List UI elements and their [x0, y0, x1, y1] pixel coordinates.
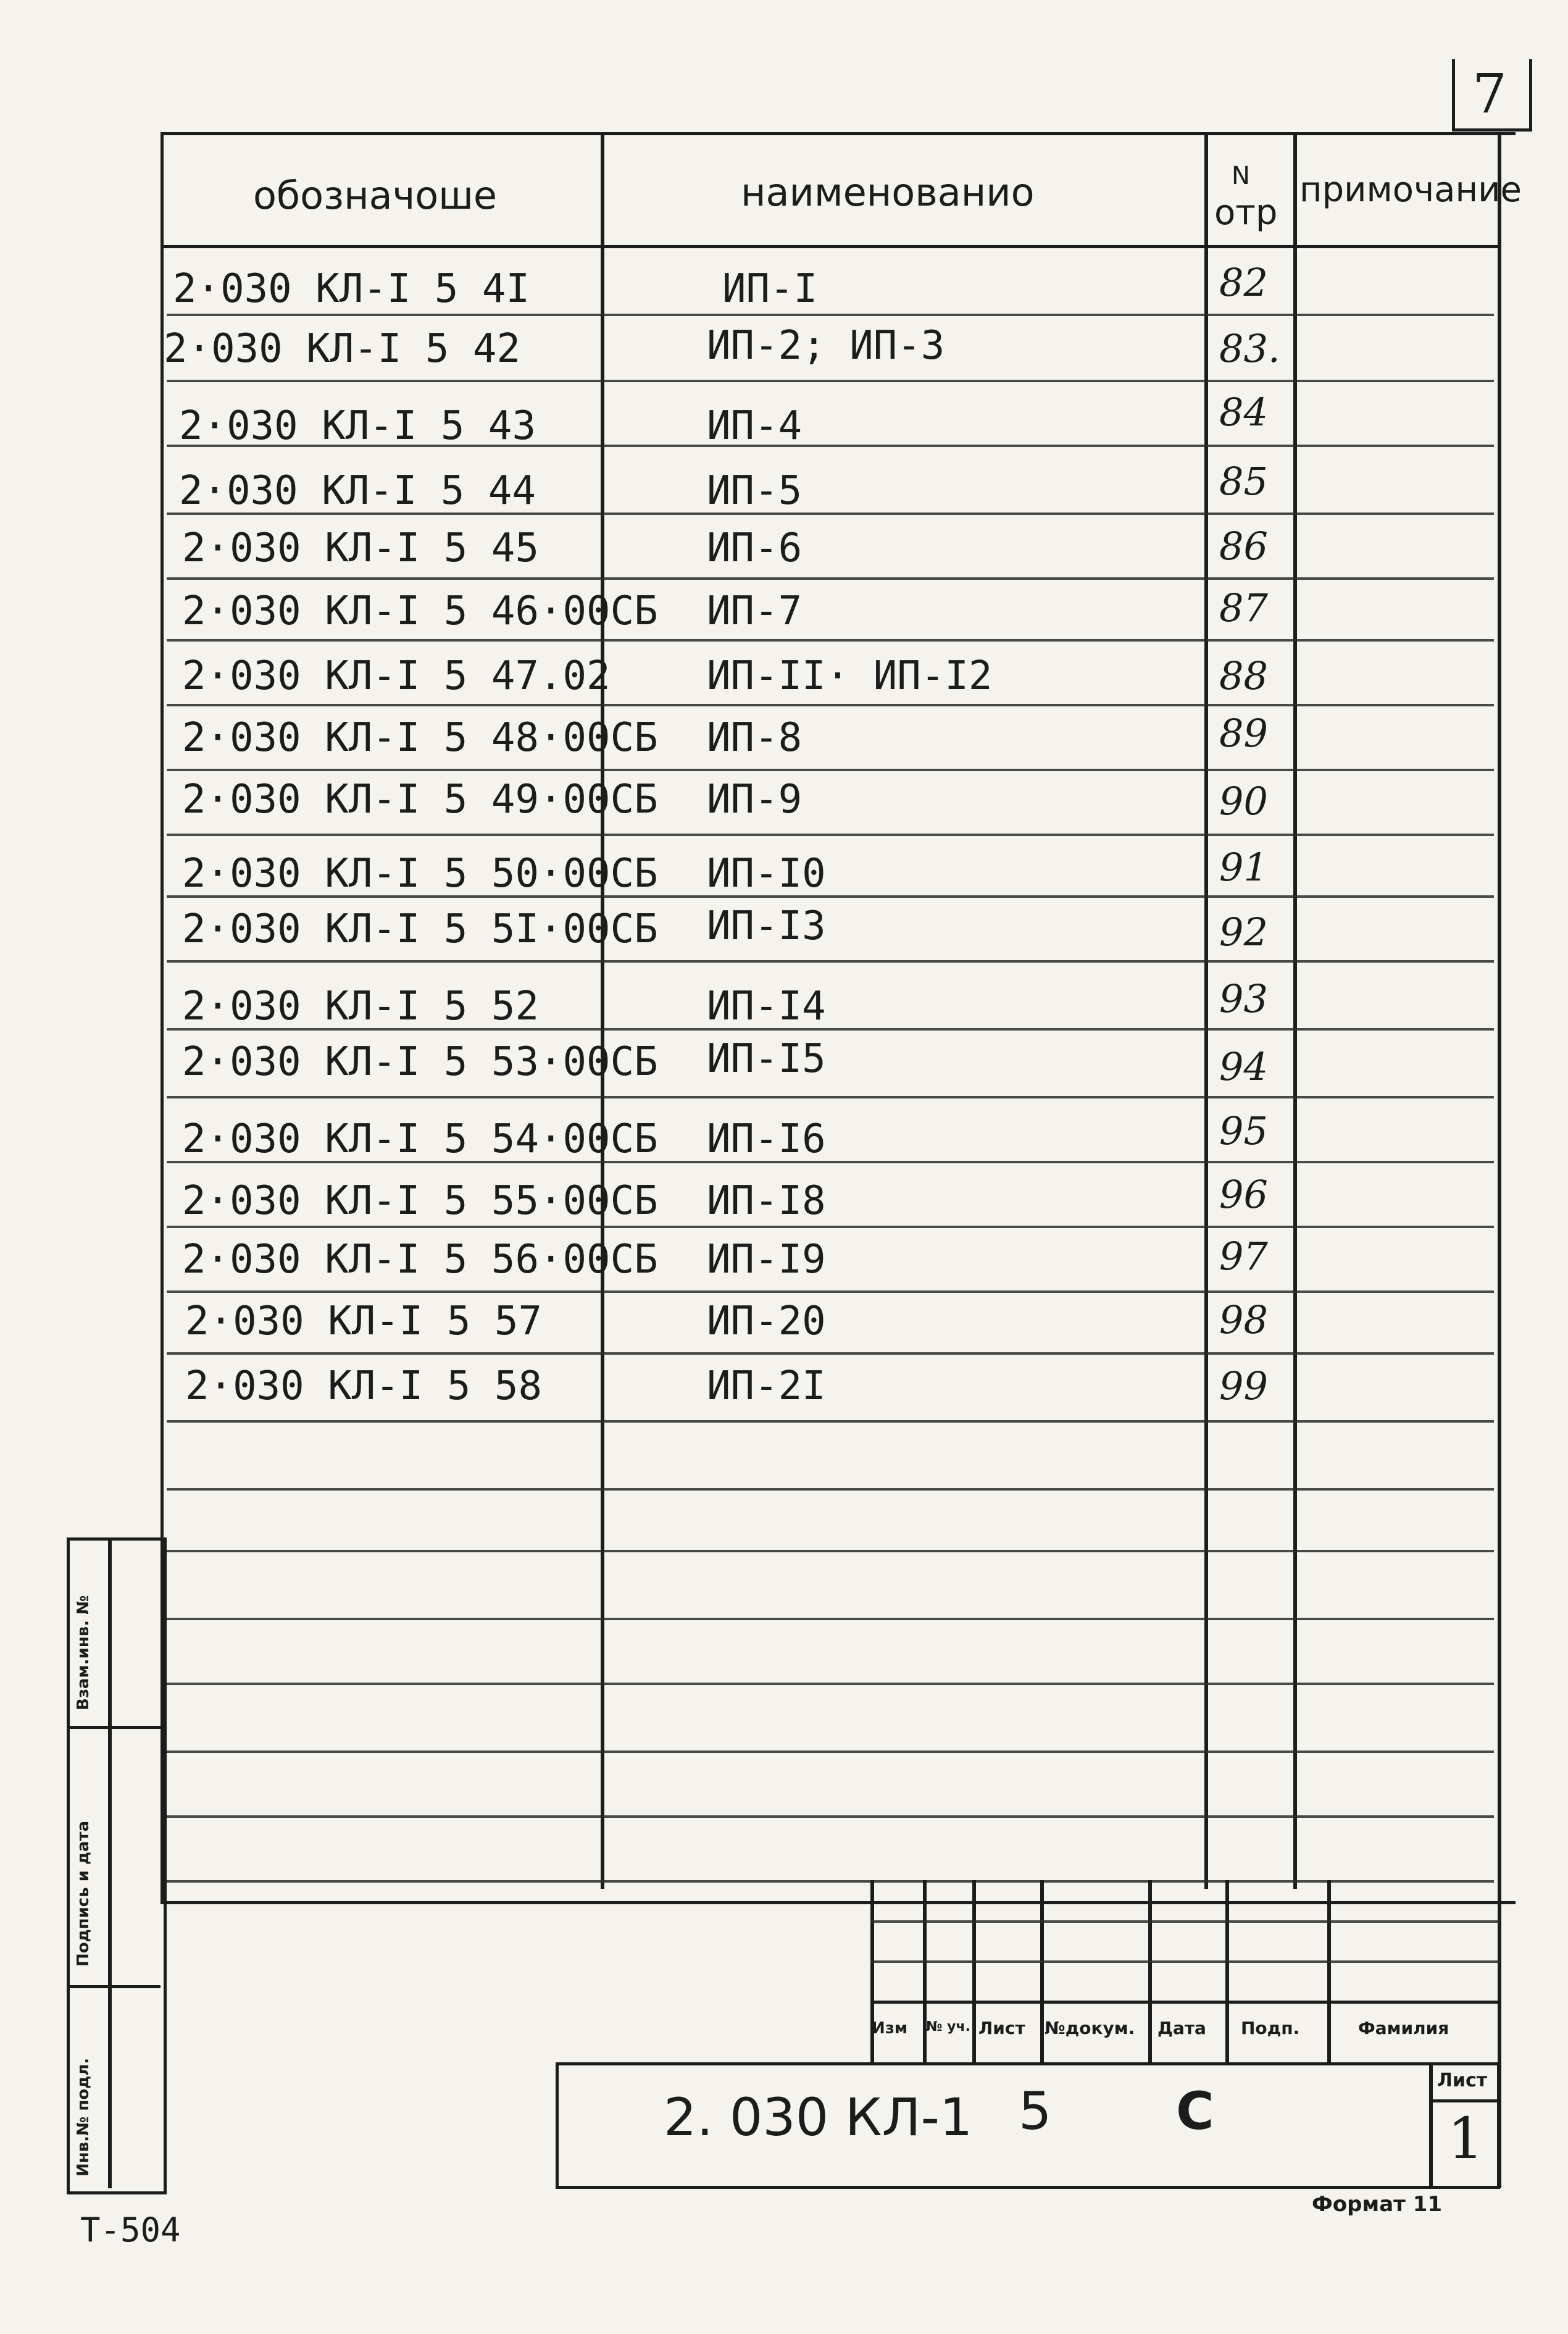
row-line	[167, 1880, 1494, 1883]
stamp-label-list: Лист	[978, 2018, 1025, 2038]
row-page: 97	[1219, 1234, 1268, 1279]
row-designation: 2·030 КЛ-I 5 47.02	[182, 653, 611, 699]
stamp-hline	[870, 1920, 1500, 1923]
stamp-vline	[1327, 1880, 1331, 2065]
side-stamp-vline	[108, 1537, 112, 2188]
row-page: 94	[1219, 1044, 1268, 1089]
row-line	[167, 577, 1494, 580]
header-page-bottom: отр	[1214, 193, 1278, 233]
row-page: 83.	[1219, 326, 1280, 371]
stamp-vline	[972, 1880, 976, 2065]
row-line	[167, 1683, 1494, 1685]
row-page: 82	[1219, 260, 1268, 305]
stamp-label-izm: Изм	[872, 2019, 908, 2038]
row-designation: 2·030 КЛ-I 5 46·00СБ	[182, 588, 658, 634]
row-name: ИП-8	[707, 715, 803, 761]
stamp-vline	[1148, 1880, 1152, 2065]
row-line	[167, 769, 1494, 771]
sheet-box-vline	[1429, 2062, 1433, 2189]
stamp-hline	[870, 1960, 1500, 1963]
row-name: ИП-I9	[707, 1237, 826, 1282]
stamp-label-date: Дата	[1157, 2018, 1206, 2038]
side-label-bottom: Инв.№ подл.	[74, 2057, 93, 2177]
row-page: 90	[1219, 779, 1268, 824]
row-page: 91	[1219, 845, 1268, 890]
row-name: ИП-II· ИП-I2	[707, 653, 993, 699]
row-name: ИП-7	[707, 588, 803, 634]
doc-type: С	[1176, 2081, 1214, 2141]
row-page: 92	[1219, 910, 1268, 955]
row-designation: 2·030 КЛ-I 5 58	[185, 1363, 542, 1409]
row-designation: 2·030 КЛ-I 5 57	[185, 1299, 542, 1344]
side-stamp-divider	[67, 1985, 161, 1988]
row-name: ИП-2I	[707, 1363, 826, 1409]
row-name: ИП-I3	[707, 903, 826, 949]
stamp-label-uch: № уч.	[926, 2019, 970, 2035]
row-line	[167, 1226, 1494, 1228]
row-designation: 2·030 КЛ-I 5 43	[179, 403, 536, 449]
doc-part: 5	[1019, 2081, 1052, 2141]
row-name: ИП-2; ИП-3	[707, 323, 945, 369]
row-name: ИП-6	[707, 525, 803, 571]
row-line	[167, 1815, 1494, 1818]
row-name: ИП-I8	[707, 1178, 826, 1224]
side-stamp-divider	[67, 1726, 161, 1729]
doc-code: 2. 030 КЛ-1	[664, 2087, 973, 2148]
row-line	[167, 1618, 1494, 1620]
row-page: 99	[1219, 1363, 1268, 1408]
row-name: ИП-5	[707, 468, 803, 514]
row-page: 96	[1219, 1172, 1268, 1217]
side-label-middle: Подпись и дата	[74, 1820, 93, 1967]
column-divider-3	[1293, 132, 1297, 1889]
row-line	[167, 1488, 1494, 1491]
row-designation: 2·030 КЛ-I 5 50·00СБ	[182, 851, 658, 897]
row-name: ИП-20	[707, 1299, 826, 1344]
side-label-top: Взам.инв. №	[74, 1595, 93, 1710]
row-line	[167, 639, 1494, 642]
row-page: 85	[1219, 459, 1268, 504]
row-page: 95	[1219, 1108, 1268, 1153]
sheet-code: Т-504	[80, 2211, 181, 2249]
row-designation: 2·030 КЛ-I 5 48·00СБ	[182, 715, 658, 761]
row-line	[167, 314, 1494, 316]
row-line	[167, 1420, 1494, 1423]
stamp-hline	[870, 2001, 1500, 2004]
row-name: ИП-I0	[707, 851, 826, 897]
row-designation: 2·030 КЛ-I 5 54·00СБ	[182, 1116, 658, 1162]
sheet-number: 1	[1448, 2106, 1484, 2172]
header-designation: обозначоше	[253, 173, 498, 218]
row-name: ИП-I	[722, 266, 818, 312]
row-line	[167, 380, 1494, 382]
row-page: 93	[1219, 976, 1268, 1021]
row-designation: 2·030 КЛ-I 5 42	[164, 326, 520, 372]
row-line	[167, 1750, 1494, 1753]
row-name: ИП-I6	[707, 1116, 826, 1162]
stamp-label-ndoc: №докум.	[1045, 2018, 1135, 2038]
page-number: 7	[1472, 62, 1507, 125]
row-designation: 2·030 КЛ-I 5 49·00СБ	[182, 777, 658, 822]
header-name: наименованио	[741, 170, 1035, 215]
stamp-vline	[923, 1880, 927, 2065]
right-border	[1498, 132, 1501, 2188]
header-note: примочание	[1299, 170, 1522, 210]
row-designation: 2·030 КЛ-I 5 5I·00СБ	[182, 906, 658, 952]
row-line	[167, 1096, 1494, 1098]
column-divider-2	[1204, 132, 1208, 1889]
row-designation: 2·030 КЛ-I 5 4I	[173, 266, 530, 312]
header-divider	[161, 245, 1500, 248]
row-page: 87	[1219, 585, 1268, 630]
column-divider-1	[601, 132, 604, 1889]
row-line	[167, 1352, 1494, 1355]
stamp-vline	[870, 1880, 874, 2065]
row-name: ИП-9	[707, 777, 803, 822]
row-page: 89	[1219, 711, 1268, 756]
stamp-vline	[1225, 1880, 1229, 2065]
row-designation: 2·030 КЛ-I 5 45	[182, 525, 539, 571]
row-line	[167, 960, 1494, 963]
row-designation: 2·030 КЛ-I 5 44	[179, 468, 536, 514]
row-name: ИП-I4	[707, 984, 826, 1029]
row-designation: 2·030 КЛ-I 5 53·00СБ	[182, 1039, 658, 1085]
row-designation: 2·030 КЛ-I 5 52	[182, 984, 539, 1029]
row-line	[167, 834, 1494, 836]
stamp-label-sign: Подп.	[1241, 2018, 1300, 2038]
sheet-label: Лист	[1437, 2070, 1488, 2091]
format-label: Формат 11	[1312, 2192, 1443, 2217]
stamp-vline	[1040, 1880, 1044, 2065]
stamp-label-surname: Фамилия	[1358, 2018, 1449, 2038]
row-line	[167, 1290, 1494, 1293]
header-page-top: N	[1232, 162, 1250, 190]
row-page: 98	[1219, 1297, 1268, 1342]
row-page: 88	[1219, 653, 1268, 698]
row-line	[167, 704, 1494, 706]
sheet-box-hline	[1429, 2099, 1500, 2102]
row-designation: 2·030 КЛ-I 5 55·00СБ	[182, 1178, 658, 1224]
row-page: 84	[1219, 390, 1268, 435]
row-designation: 2·030 КЛ-I 5 56·00СБ	[182, 1237, 658, 1282]
row-page: 86	[1219, 524, 1268, 569]
row-line	[167, 1550, 1494, 1552]
row-name: ИП-4	[707, 403, 803, 449]
row-name: ИП-I5	[707, 1036, 826, 1082]
